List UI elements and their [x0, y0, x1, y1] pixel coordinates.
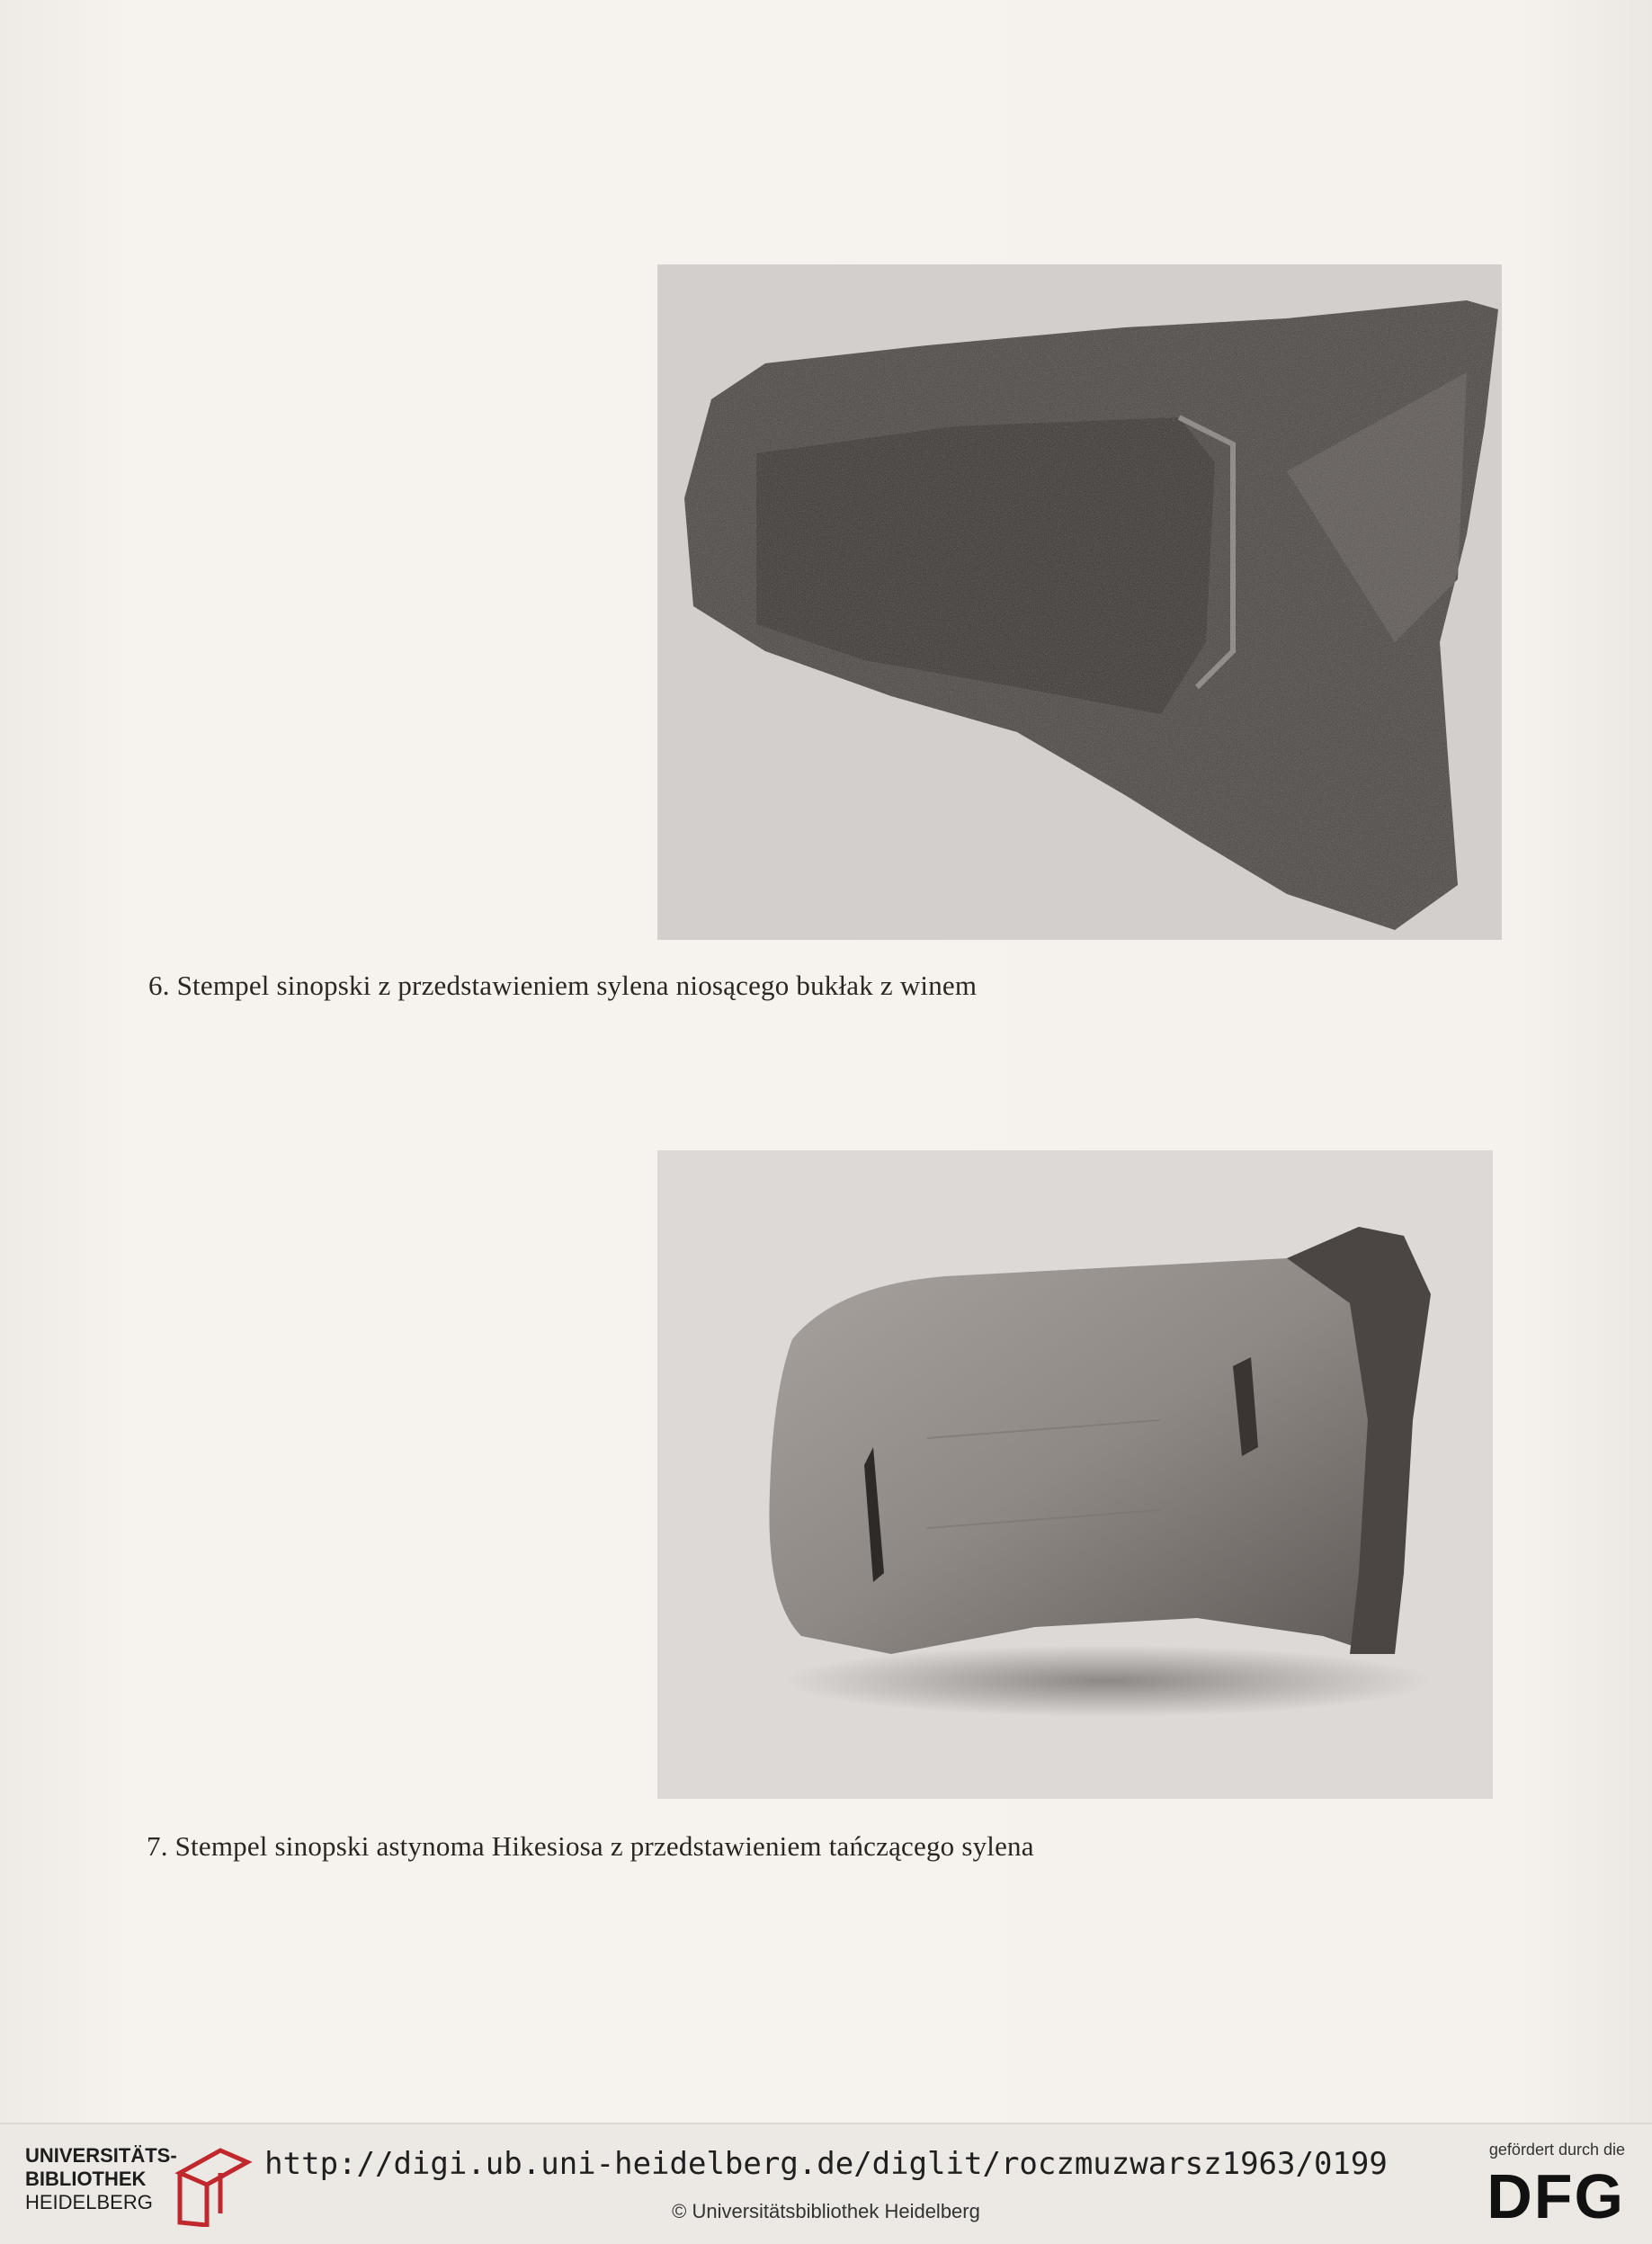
- photo-plate-6: [657, 264, 1502, 940]
- photo-plate-7: [657, 1150, 1493, 1799]
- copyright-notice: © Universitätsbibliothek Heidelberg: [672, 2200, 980, 2222]
- dfg-funding-logo[interactable]: [1463, 2141, 1625, 2230]
- dfg-logo-text: DFG: [1487, 2161, 1625, 2231]
- library-name: UNIVERSITÄTS- BIBLIOTHEK HEIDELBERG: [25, 2144, 177, 2213]
- digitization-footer: [0, 2123, 1652, 2244]
- amphora-handle-stamp-photo: [657, 1150, 1493, 1799]
- figure-6-caption: 6. Stempel sinopski z przedstawieniem sylena niosącego bukłak z winem: [148, 970, 978, 1001]
- figure-7-caption: 7. Stempel sinopski astynoma Hikesiosa z przedstawieniem tańczącego sylena: [147, 1830, 1034, 1862]
- permalink-url[interactable]: http://digi.ub.uni-heidelberg.de/diglit/roczmuzwarsz1963/0199: [264, 2146, 1388, 2182]
- funding-note: gefördert durch die: [1488, 2141, 1625, 2159]
- amphora-handle-stamp-photo: [657, 264, 1502, 940]
